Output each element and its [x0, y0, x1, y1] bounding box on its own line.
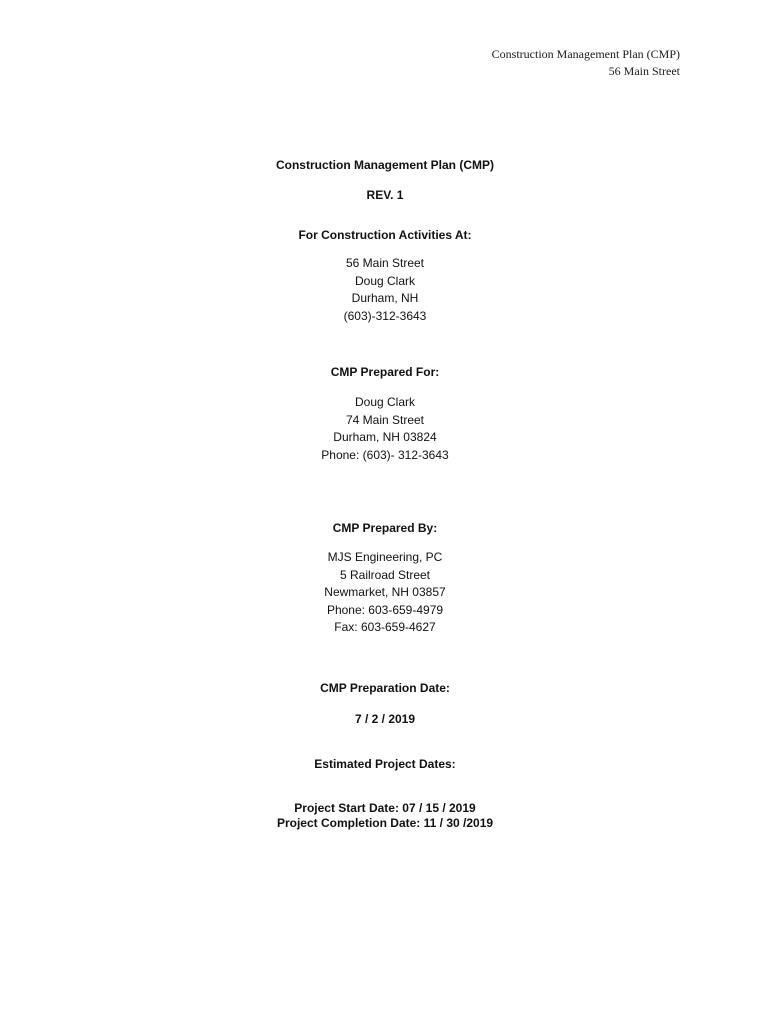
- header-title: Construction Management Plan (CMP): [491, 47, 680, 61]
- project-start-date: Project Start Date: 07 / 15 / 2019: [294, 801, 476, 815]
- prepared-for-block: [0, 394, 770, 464]
- revision-label: REV. 1: [366, 188, 404, 202]
- activities-line: 56 Main Street: [345, 256, 425, 270]
- prepared-by-line: Phone: 603-659-4979: [326, 602, 444, 617]
- prepared-by-block: [0, 549, 770, 637]
- document-title: Construction Management Plan (CMP): [275, 158, 494, 172]
- prepared-for-line: Durham, NH 03824: [333, 430, 437, 444]
- preparation-date-heading: CMP Preparation Date:: [320, 681, 450, 695]
- prepared-for-line: Phone: (603)- 312-3643: [321, 447, 449, 462]
- project-completion-date: Project Completion Date: 11 / 30 /2019: [276, 816, 494, 830]
- page-header: [492, 46, 680, 80]
- activities-line: (603)-312-3643: [343, 308, 427, 323]
- activities-line: Durham, NH: [351, 291, 419, 305]
- prepared-for-heading: CMP Prepared For:: [330, 365, 440, 379]
- prepared-by-heading: CMP Prepared By:: [332, 521, 438, 535]
- project-dates-heading: Estimated Project Dates:: [314, 757, 456, 771]
- activities-address-block: [0, 255, 770, 325]
- prepared-by-line: Newmarket, NH 03857: [324, 585, 446, 599]
- prepared-by-line: 5 Railroad Street: [339, 567, 431, 582]
- prepared-for-line: Doug Clark: [354, 395, 416, 409]
- prepared-by-line: Fax: 603-659-4627: [334, 620, 436, 634]
- prepared-by-line: MJS Engineering, PC: [327, 550, 443, 564]
- header-address: 56 Main Street: [608, 64, 680, 78]
- preparation-date-value: 7 / 2 / 2019: [354, 712, 416, 726]
- prepared-for-line: 74 Main Street: [345, 412, 425, 427]
- activities-heading: For Construction Activities At:: [298, 228, 472, 242]
- activities-line: Doug Clark: [354, 273, 416, 288]
